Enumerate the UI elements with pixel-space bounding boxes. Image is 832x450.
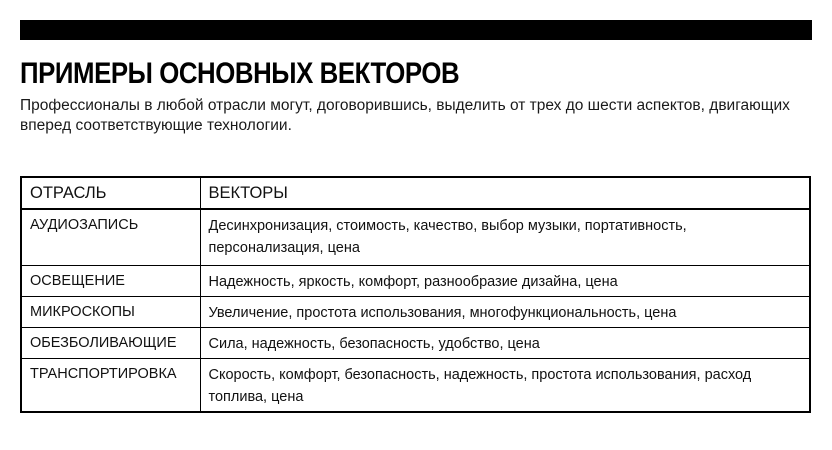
top-rule bbox=[20, 20, 812, 40]
vectors-table bbox=[20, 176, 811, 413]
row-industry: ТРАНСПОРТИРОВКА bbox=[21, 358, 200, 412]
row-vectors: Сила, надежность, безопасность, удобство, цена bbox=[200, 327, 810, 358]
table-header-row bbox=[21, 177, 810, 209]
row-vectors: Десинхронизация, стоимость, качество, выбор музыки, портативность, персонализация, цена bbox=[200, 209, 810, 265]
table-row bbox=[21, 358, 810, 412]
header-vectors: ВЕКТОРЫ bbox=[200, 177, 810, 209]
page-title: ПРИМЕРЫ ОСНОВНЫХ ВЕКТОРОВ bbox=[20, 57, 460, 90]
row-industry: МИКРОСКОПЫ bbox=[21, 296, 200, 327]
table-row bbox=[21, 296, 810, 327]
row-vectors: Увеличение, простота использования, многофункциональность, цена bbox=[200, 296, 810, 327]
table-row bbox=[21, 327, 810, 358]
row-vectors: Скорость, комфорт, безопасность, надежность, простота использования, расход топлива, цена bbox=[200, 358, 810, 412]
table-row bbox=[21, 265, 810, 296]
row-industry: ОБЕЗБОЛИВАЮЩИЕ bbox=[21, 327, 200, 358]
header-industry: ОТРАСЛЬ bbox=[21, 177, 200, 209]
row-vectors: Надежность, яркость, комфорт, разнообразие дизайна, цена bbox=[200, 265, 810, 296]
page-subtitle: Профессионалы в любой отрасли могут, договорившись, выделить от трех до шести аспектов, двигающих вперед соответствующие технологии. bbox=[20, 97, 790, 134]
table-row bbox=[21, 209, 810, 265]
row-industry: ОСВЕЩЕНИЕ bbox=[21, 265, 200, 296]
row-industry: АУДИОЗАПИСЬ bbox=[21, 209, 200, 265]
